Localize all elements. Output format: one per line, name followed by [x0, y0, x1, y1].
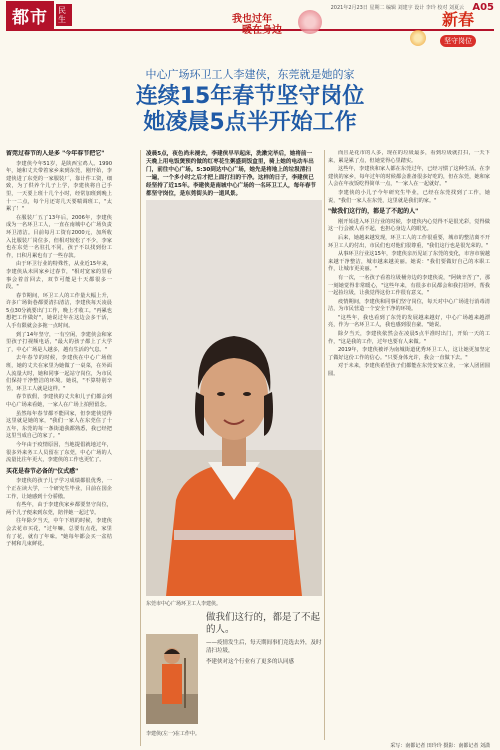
worker-illustration [146, 634, 198, 724]
quote-source-2: 李建侠对这个行业有了更多的认同感 [206, 659, 295, 665]
new-year-badge [424, 12, 492, 56]
new-year-title: 新春 [441, 10, 474, 29]
calligraphy-line-2: 暖在身边 [242, 25, 282, 36]
new-year-tag: 坚守岗位 [440, 35, 476, 47]
paragraph: 在服装厂五了13年后，2006年，李建侠成为一名环卫工人，一直在南城中心广场负责环卫清洁。目前每月工资有2000元，加所收入比服装厂岗位多，但相对较松了不少，李家也在东莞一名驻扎不同，孩子不以找到份工作，日积月累也有了一些存款。 [6, 214, 112, 259]
paragraph: 由于环卫行业的特殊性，从业近15年来，李建侠从未回家乡过春节，"相对宽家的里看事会着首回去，双节可能是十天都很多一段。" [6, 261, 112, 291]
article-headline [0, 84, 500, 136]
issue-meta: 2021年2月23日 星期二 编辑 刘建宇 设计 李玲 校对 刘夏云 [330, 5, 464, 11]
section-heading: "做我们这行的，都是了不起的人" [328, 208, 419, 216]
article-kicker: 中心广场环卫工人李建侠，东莞就是她的家 [145, 68, 355, 81]
paragraph: 春节放假，李建侠的丈夫和儿子们都会到中心广场来看她，一家人在广场上拍照留念。 [6, 394, 112, 408]
page-number: A05 [472, 2, 494, 13]
column-divider [324, 150, 325, 740]
quote-text: 做我们这行的，都是了不起的人。 [206, 612, 321, 635]
paragraph: 而且是花市的人多，现在的垃圾最多，看到垃圾就打扫，一天下来，累是累了点，但她觉得心里踏实。 [328, 150, 490, 164]
paragraph: 虽然每年春节都不能回家，但李建侠觉得这里就是她的家，"我们一家人在东莞住了十五年，东莞的每一条街道我都熟悉，我已经把这里当成自己的家了。" [6, 410, 112, 440]
article-column-left [6, 150, 112, 746]
section-logo [6, 2, 72, 28]
paragraph: 今年由于疫情原因，当地提倡就地过年，很多外来务工人员留在了东莞，中心广场的人流量比往年更大，李建侠的工作也更忙了。 [6, 441, 112, 464]
calligraphy-line-1: 我也过年 [232, 14, 272, 25]
headline-line-2: 她凌晨5点半开始工作 [143, 110, 357, 135]
pull-quote [206, 612, 322, 666]
paragraph: 刚开始进入环卫行业的时候，李建侠内心觉得不是很光彩，觉得做这一行会被人看不起，也担心身边人的眼光。 [328, 218, 490, 233]
work-photo [146, 634, 198, 724]
paragraph: 李建侠的小儿子今年研究生毕业，已经在东莞找到了工作，她说，"我们一家人在东莞，这里就是我们的家。" [328, 189, 490, 204]
headline-line-1: 连续15年春节坚守岗位 [135, 84, 365, 109]
section-subtitle: 民生 [56, 4, 72, 26]
article-column-right [328, 150, 490, 746]
paragraph: 2019年，李建侠被评为南城街道优秀环卫工人，这让她更加坚定了做好这份工作的信心。"只要身体允许，我会一直做下去。" [328, 347, 490, 361]
byline-credits: 采写：南都记者 田玲玲 摄影：南都记者 刘潇 [390, 743, 490, 749]
quote-source-1: ——疫情发生后，每天期间事们竞选去外，及时清扫垃圾， [206, 640, 322, 654]
column-heading: 留莞过春节的人是多 "今年春节把它" [6, 150, 105, 157]
calligraphy-title-left [232, 14, 292, 42]
paragraph: 往年除夕当天，中午下班的时候，李建侠会去花市买花，"过年嘛，总要有点花，家里有了花，就有了年味。"她每年都会买一盆桔子树和几束鲜花。 [6, 518, 112, 548]
paragraph: 除夕当天，李建侠依然会在凌晨5点半准时出门，开始一天的工作，"这是我的工作，过年也要有人来做。" [328, 331, 490, 345]
paragraph: "这些年，我也看到了东莞的发展越来越好，中心广场越来越漂亮，作为一名环卫工人，我也感到很自豪。"她说。 [328, 314, 490, 329]
paragraph: 有一次，一名孩子看着垃圾桶旁边的李建侠说，"阿姨辛苦了"，那一刻她觉得非常暖心，"这些年来，有很多市民都会和我打招呼，帮我一起捡垃圾，让我觉得这份工作很有意义。" [328, 274, 490, 297]
paragraph: 春节期间，环卫工人的工作量大幅上升，许多广场街巷都要清扫清洁，李建侠每天凌晨5点30分就要出门工作，晚上才收工。"再累也想把工作做好"，她说过年在这边会多干活，人手有限就会多拖一点时间。 [6, 292, 112, 330]
portrait-photo [146, 200, 322, 596]
section-title: 都市 [6, 1, 54, 30]
paragraph: 这些年，李建侠和家人都在东莞过年，已经习惯了这种生活。在李建侠的家乡，每年过年的时候都会准备很多好吃的，但在东莞，她和家人会在年夜饭吃得简单一点，"一家人在一起就好。" [328, 166, 490, 188]
lead-paragraph: 凌晨5点，夜色尚未褪去，李建侠早早起床，洗漱完毕后，她将前一天晚上用电饭煲预约做的红枣花生粥盛到饭盒里，骑上她的电动车出门，前往中心广场。5:30到达中心广场，她先是将地上的垃圾清扫一遍，一个多小时之后才把上面打扫的干净。这样的日子，李建侠已经坚持了近15年。李建侠是南城中心广场的一名环卫工人，每年春节都坚守岗位，是东莞街头的一道风景。 [146, 151, 317, 197]
paragraph: 对于未来，李建侠希望孩子们都能在东莞安家立业，一家人团团圆圆。 [328, 363, 490, 378]
portrait-illustration [146, 200, 322, 596]
section-heading: 买花是春节必备的"仪式感" [6, 467, 79, 475]
paragraph: 去年春节的时候，李建侠在中心广场值班，她的丈夫在家里为她做了一桌菜，在外面人流量大时，她和同事一起站守岗位，为市民们保持干净整洁的环境。她说，"不算特别辛苦，环卫工人就是这样。" [6, 355, 112, 392]
photo-caption: 东莞市中心广场环卫工人李建侠。 [146, 601, 222, 607]
paragraph: 后来，她越来越发现，环卫工人的工作很重要，城市的整洁离不开环卫工人的付出，市民们也对他们很尊重，"我们这行也是很光荣的。" [328, 234, 490, 249]
work-photo-caption: 李建侠(左一)在工作中。 [146, 731, 200, 737]
paragraph: 李建侠的孩子儿子学习成绩都很优秀，一个正在读大学，一个研究生毕业，目前在国企工作，让她感到十分骄傲。 [6, 478, 112, 500]
paragraph: 从事环卫行业这15年，李建侠亲历见证了东莞的变化，市容市貌越来越干净整洁，城市越来越美丽。她说："我们要做好自己的本职工作，让城市更美丽。" [328, 251, 490, 273]
paragraph: 有些年，由于李建侠家乡都要坚守岗位，两个儿子便来到东莞，陪伴她一起过节。 [6, 502, 112, 516]
flower-ornament [298, 10, 322, 34]
column-divider [140, 150, 141, 746]
paragraph: 李建侠今年51岁，是陕西宝鸡人。1990年，她和丈夫带着家乡来到东莞，刚开始，李建侠进了东莞的一家服装厂，靠计件工资，细致，为了供养个儿子上学，李建侠将自己手里，一天要上班十几个小时，经常加班到晚上十一二点，每个月还寄几天要喘调班工，"太累了！" [6, 160, 112, 213]
paragraph: 到了14年坚守，一有空闲，李建侠会和家里孩子打视频电话，"最大的孩子都上了大学了，中心广场是人越多，越有生活的气息。" [6, 331, 112, 353]
lantern-ornament [410, 30, 426, 46]
paragraph: 疫情期间，李建侠和同事们坚守岗位，每天对中心广场进行消毒清洁，为市民营造一个安全干净的环境。 [328, 298, 490, 313]
